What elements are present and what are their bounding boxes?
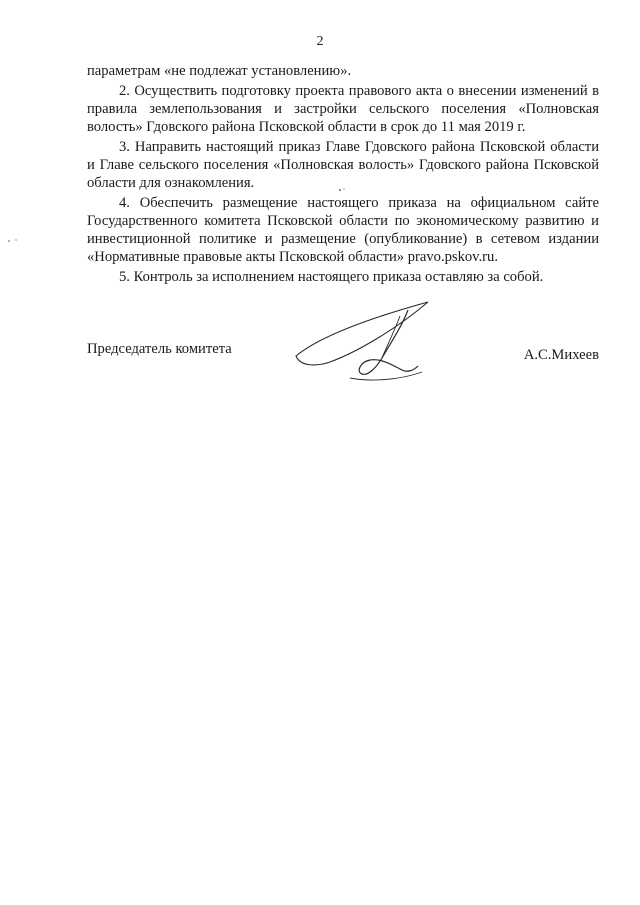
paragraph-item-4: 4. Обеспечить размещение настоящего приказа на официальном сайте Государственного комитета Псковской области по экономическому развитию и инвестиционной политике и размещение (опубликование) в сетевом издании «Нормативные правовые акты Псковской области» pravo.pskov.ru.	[87, 195, 599, 265]
paragraph-item-5: 5. Контроль за исполнением настоящего приказа оставляю за собой.	[119, 269, 544, 285]
paragraph-item-2: 2. Осуществить подготовку проекта правового акта о внесении изменений в правила землепользования и застройки сельского поселения «Полновская волость» Гдовского района Псковской области в срок до 11 мая 2019 г.	[87, 83, 599, 135]
signer-title: Председатель комитета	[87, 341, 232, 357]
paragraph-item-3: 3. Направить настоящий приказ Главе Гдовского района Псковской области и Главе сельского поселения «Полновская волость» Гдовского района Псковской области для ознакомления.	[87, 139, 599, 191]
page-number: 2	[316, 34, 324, 49]
signer-name: А.С.Михеев	[523, 347, 599, 363]
paragraph-continuation: параметрам «не подлежат установлению».	[87, 63, 352, 79]
